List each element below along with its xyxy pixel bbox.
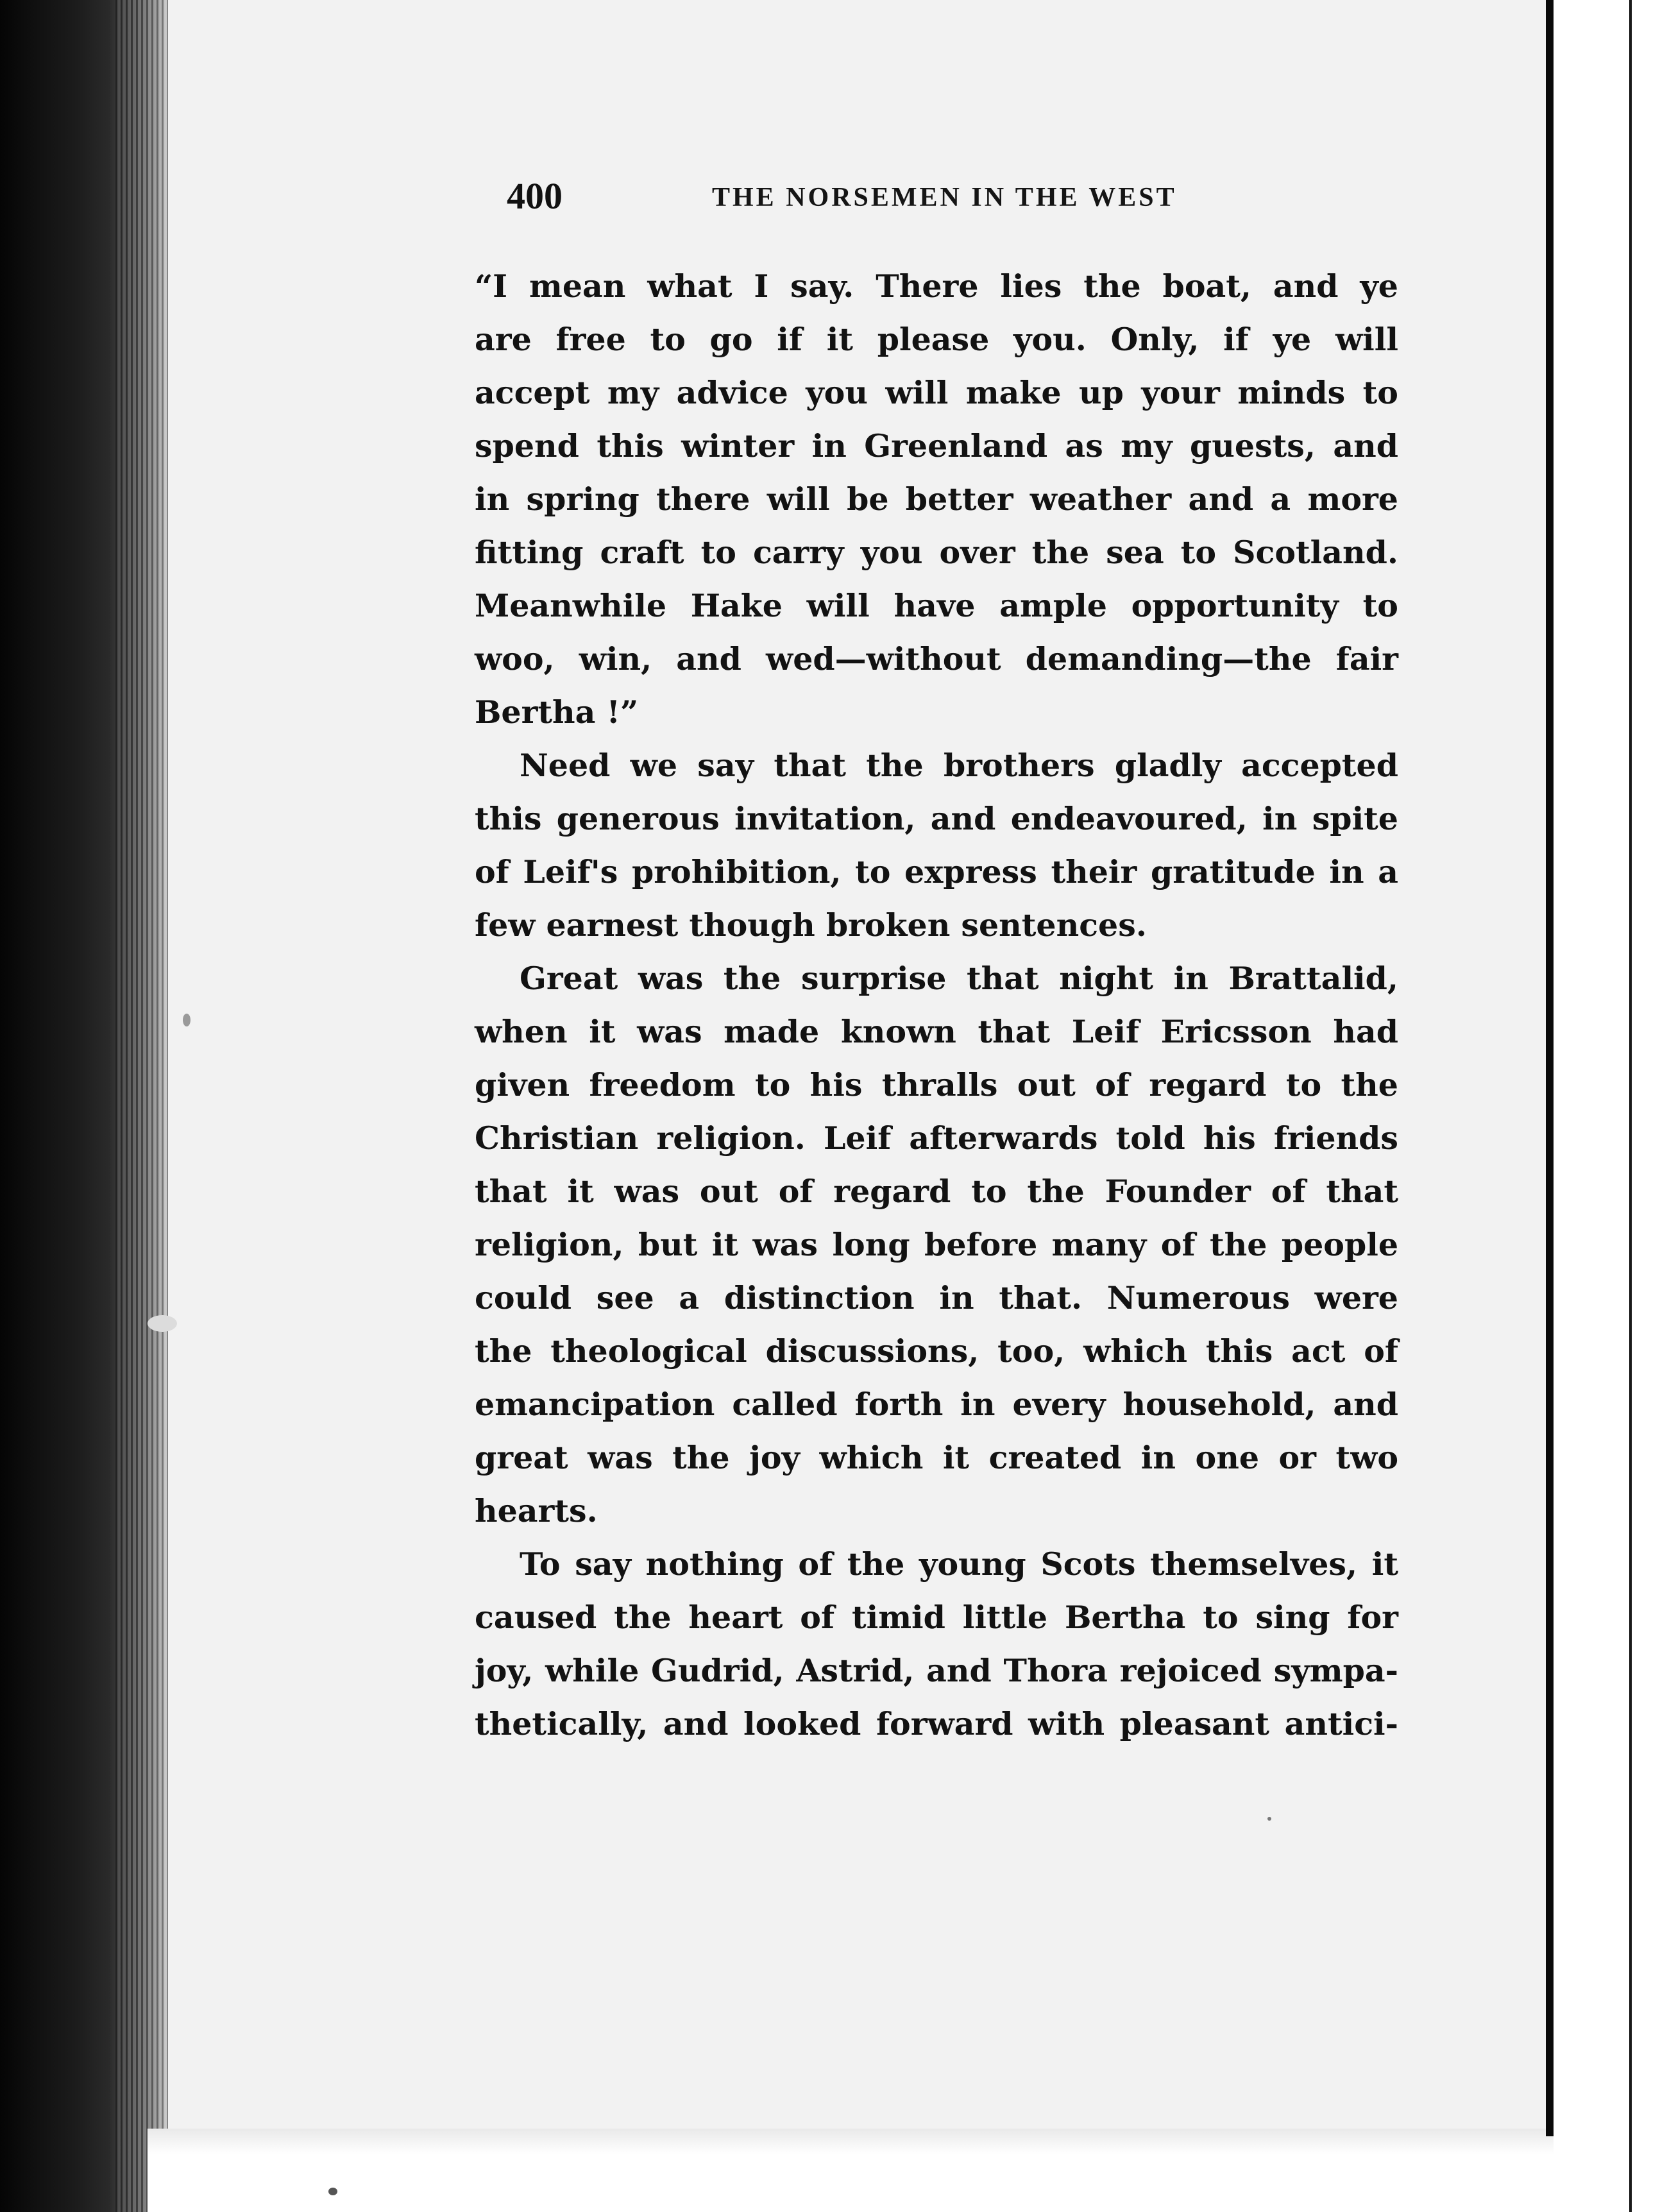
paragraph <box>475 260 1398 739</box>
text-line: that it was out of regard to the Founder of that <box>475 1173 1398 1210</box>
running-title: THE NORSEMEN IN THE WEST <box>712 183 1177 212</box>
page-bottom-edge <box>148 2129 1559 2212</box>
text-line: caused the heart of timid little Bertha to sing for <box>475 1599 1398 1636</box>
scan-speck <box>183 1014 191 1026</box>
text-line: woo, win, and wed—without demanding—the fair <box>475 640 1398 677</box>
running-head <box>507 174 1418 232</box>
paragraph <box>475 739 1398 952</box>
text-line: Christian religion. Leif afterwards told his friends <box>475 1119 1398 1157</box>
page-right-edge-rule <box>1546 0 1554 2136</box>
text-line: thetically, and looked forward with pleasant antici- <box>475 1705 1398 1742</box>
text-line: of Leif's prohibition, to express their gratitude in a <box>475 853 1398 890</box>
text-line: Bertha !” <box>475 693 639 731</box>
text-line: joy, while Gudrid, Astrid, and Thora rejoiced sympa- <box>475 1652 1398 1689</box>
text-line: great was the joy which it created in one or two <box>475 1439 1398 1476</box>
text-line: Need we say that the brothers gladly accepted <box>520 747 1398 784</box>
text-line: spend this winter in Greenland as my guests, and <box>475 427 1398 464</box>
text-line: To say nothing of the young Scots themselves, it <box>520 1545 1398 1583</box>
text-line: accept my advice you will make up your minds to <box>475 374 1398 411</box>
binding-edge-stripes <box>115 0 168 2212</box>
next-page-edge-rule <box>1629 0 1632 2212</box>
scan-speck <box>1267 1817 1271 1821</box>
paragraph <box>475 1538 1398 1751</box>
scan-speck <box>328 2188 337 2195</box>
text-line: this generous invitation, and endeavoured, in spite <box>475 800 1398 837</box>
text-line: fitting craft to carry you over the sea to Scotland. <box>475 534 1398 571</box>
text-line: the theological discussions, too, which this act of <box>475 1332 1398 1370</box>
text-line: religion, but it was long before many of the people <box>475 1226 1398 1263</box>
text-line: Meanwhile Hake will have ample opportunity to <box>475 587 1398 624</box>
text-line: when it was made known that Leif Ericsson had <box>475 1013 1398 1050</box>
text-line: given freedom to his thralls out of regard to the <box>475 1066 1398 1103</box>
text-line: Great was the surprise that night in Brattalid, <box>520 960 1398 997</box>
scan-speck <box>148 1315 177 1332</box>
paragraph <box>475 952 1398 1538</box>
text-line: few earnest though broken sentences. <box>475 906 1147 944</box>
text-line: emancipation called forth in every household, and <box>475 1386 1398 1423</box>
text-line: in spring there will be better weather and a more <box>475 481 1398 518</box>
text-line: could see a distinction in that. Numerous were <box>475 1279 1398 1316</box>
body-text <box>475 260 1398 1751</box>
text-line: “I mean what I say. There lies the boat, and ye <box>475 268 1398 305</box>
text-line: are free to go if it please you. Only, if ye will <box>475 321 1398 358</box>
right-margin <box>1554 0 1660 2212</box>
page-number: 400 <box>507 175 563 217</box>
text-line: hearts. <box>475 1492 598 1529</box>
